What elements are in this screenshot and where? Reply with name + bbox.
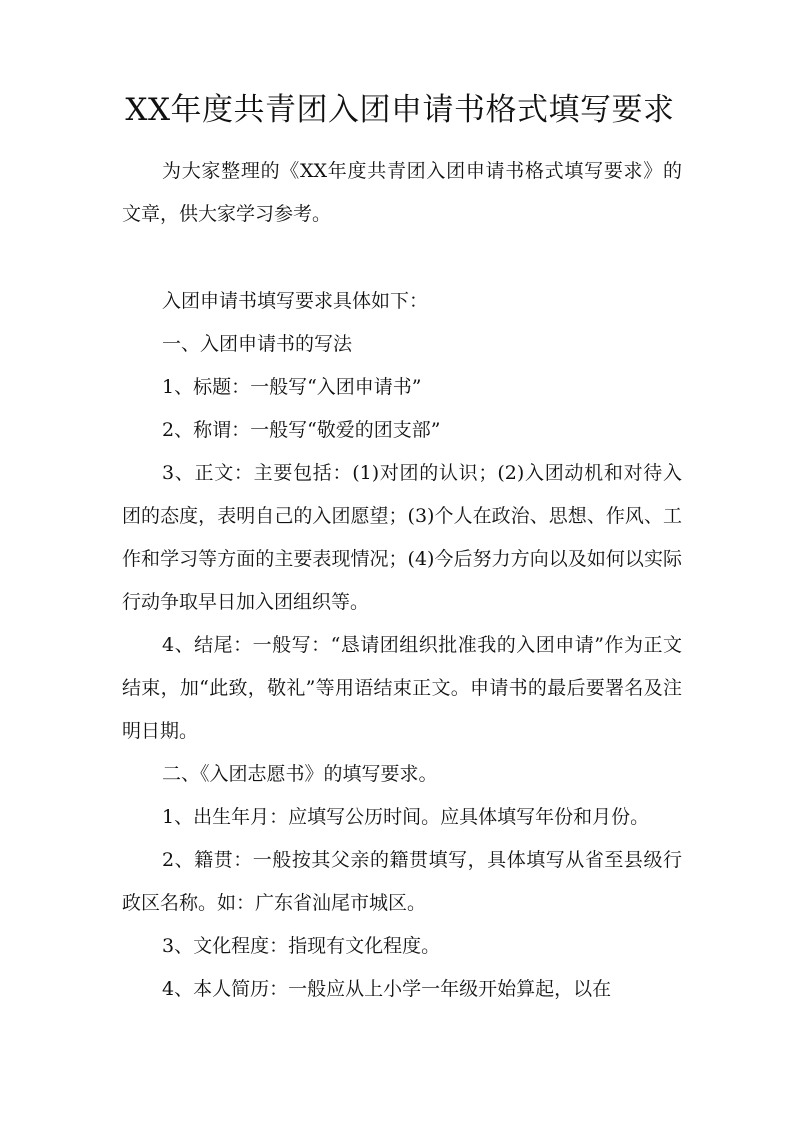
section-heading-1: 一、入团申请书的写法 <box>162 333 353 355</box>
list-item-birth-date: 1、出生年月：应填写公历时间。应具体填写年份和月份。 <box>162 806 650 828</box>
requirements-heading: 入团申请书填写要求具体如下： <box>162 290 429 312</box>
list-item-salutation: 2、称谓：一般写“敬爱的团支部” <box>162 419 441 441</box>
section-heading-2: 二、《入团志愿书》的填写要求。 <box>162 763 438 785</box>
list-item-native-place: 2、籍贯：一般按其父亲的籍贯填写，具体填写从省至县级行政区名称。如：广东省汕尾市城区。 <box>122 849 682 914</box>
list-item-ending: 4、结尾：一般写：“恳请团组织批准我的入团申请”作为正文结束，加“此致，敬礼”等用语结束正文。申请书的最后要署名及注明日期。 <box>122 634 682 742</box>
list-item-education: 3、文化程度：指现有文化程度。 <box>162 935 441 957</box>
document-body <box>122 150 682 1011</box>
list-item-resume: 4、本人简历：一般应从上小学一年级开始算起，以在 <box>162 978 612 1000</box>
list-item-body: 3、正文：主要包括：(1)对团的认识；(2)入团动机和对待入团的态度，表明自己的入团愿望；(3)个人在政治、思想、作风、工作和学习等方面的主要表现情况；(4)今后努力方向以及如何以实际行动争取早日加入团组织等。 <box>122 462 682 613</box>
intro-paragraph: 为大家整理的《XX年度共青团入团申请书格式填写要求》的文章，供大家学习参考。 <box>122 160 682 225</box>
document-title: XX年度共青团入团申请书格式填写要求 <box>125 92 675 128</box>
list-item-title: 1、标题：一般写“入团申请书” <box>162 376 422 398</box>
